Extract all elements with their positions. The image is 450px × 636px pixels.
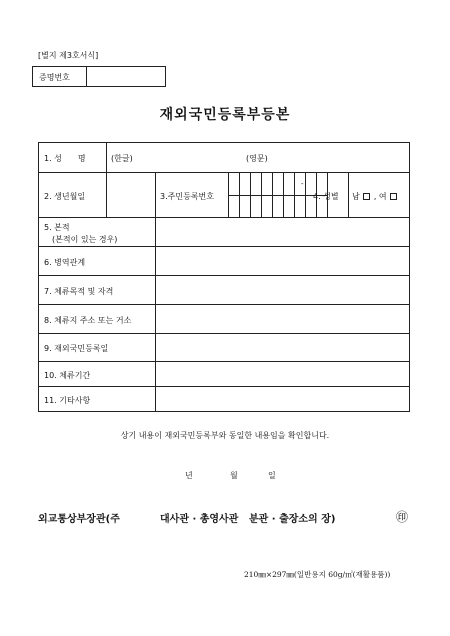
date-year: 년 xyxy=(185,471,193,480)
paper-spec: 210㎜×297㎜(일반용지 60g/㎡(재활용품)) xyxy=(244,570,391,579)
name-label-divider xyxy=(106,142,107,172)
row-divider xyxy=(38,246,410,247)
page-title: 재외국민등록부등본 xyxy=(159,107,291,123)
row-divider xyxy=(38,172,410,173)
name-english-label: (영문) xyxy=(246,154,268,163)
issuer-part1: 외교통상부장관(주 xyxy=(38,514,120,525)
purpose-label: 7. 체류목적 및 자격 xyxy=(44,287,114,296)
name-label: 1. 성 명 xyxy=(44,154,86,163)
other-label: 11. 기타사항 xyxy=(44,396,91,405)
issuer-part3: 분관 · 출장소의 장) xyxy=(249,514,336,525)
record-table xyxy=(38,142,410,412)
issuer-part2: 대사관 · 총영사관 xyxy=(160,514,239,525)
row-divider xyxy=(38,275,410,276)
address-label: 8. 체류지 주소 또는 거소 xyxy=(44,316,132,325)
row-divider xyxy=(38,217,410,218)
sex-options xyxy=(352,191,398,202)
row-divider xyxy=(38,386,410,387)
date-day: 일 xyxy=(268,471,276,480)
domicile-sub-label: (본적이 있는 경우) xyxy=(52,235,118,244)
cert-number-label: 증명번호 xyxy=(39,73,70,82)
seal-icon: ㊞ xyxy=(396,510,409,524)
row-divider xyxy=(38,361,410,362)
date-month: 월 xyxy=(230,471,238,480)
row-divider xyxy=(38,304,410,305)
sex-male-label: 남 xyxy=(352,192,360,201)
name-korean-label: (한글) xyxy=(111,154,133,163)
period-label: 10. 체류기간 xyxy=(44,371,91,380)
birth-label: 2. 생년월일 xyxy=(44,192,86,201)
sex-female-label: 여 xyxy=(378,192,387,201)
birth-value-divider xyxy=(155,172,156,217)
sex-separator: , xyxy=(373,192,377,201)
rrn-label: 3.주민등록번호 xyxy=(160,192,215,201)
rrn-dash: - xyxy=(301,180,304,188)
sex-divider xyxy=(348,172,349,217)
label-column-divider xyxy=(155,217,156,412)
birth-divider xyxy=(106,172,107,217)
sex-label: 4. 성별 xyxy=(313,192,339,201)
reg-date-label: 9. 재외국민등록일 xyxy=(44,344,109,353)
form-tag: [별지 제3호서식] xyxy=(38,51,99,60)
military-label: 6. 병역관계 xyxy=(44,258,86,267)
sex-male-checkbox[interactable] xyxy=(363,193,370,200)
cert-number-divider xyxy=(86,66,87,87)
sex-female-checkbox[interactable] xyxy=(390,193,397,200)
row-divider xyxy=(38,333,410,334)
confirm-text: 상기 내용이 재외국민등록부와 동일한 내용임을 확인합니다. xyxy=(120,431,330,440)
domicile-label: 5. 본적 xyxy=(44,223,70,232)
